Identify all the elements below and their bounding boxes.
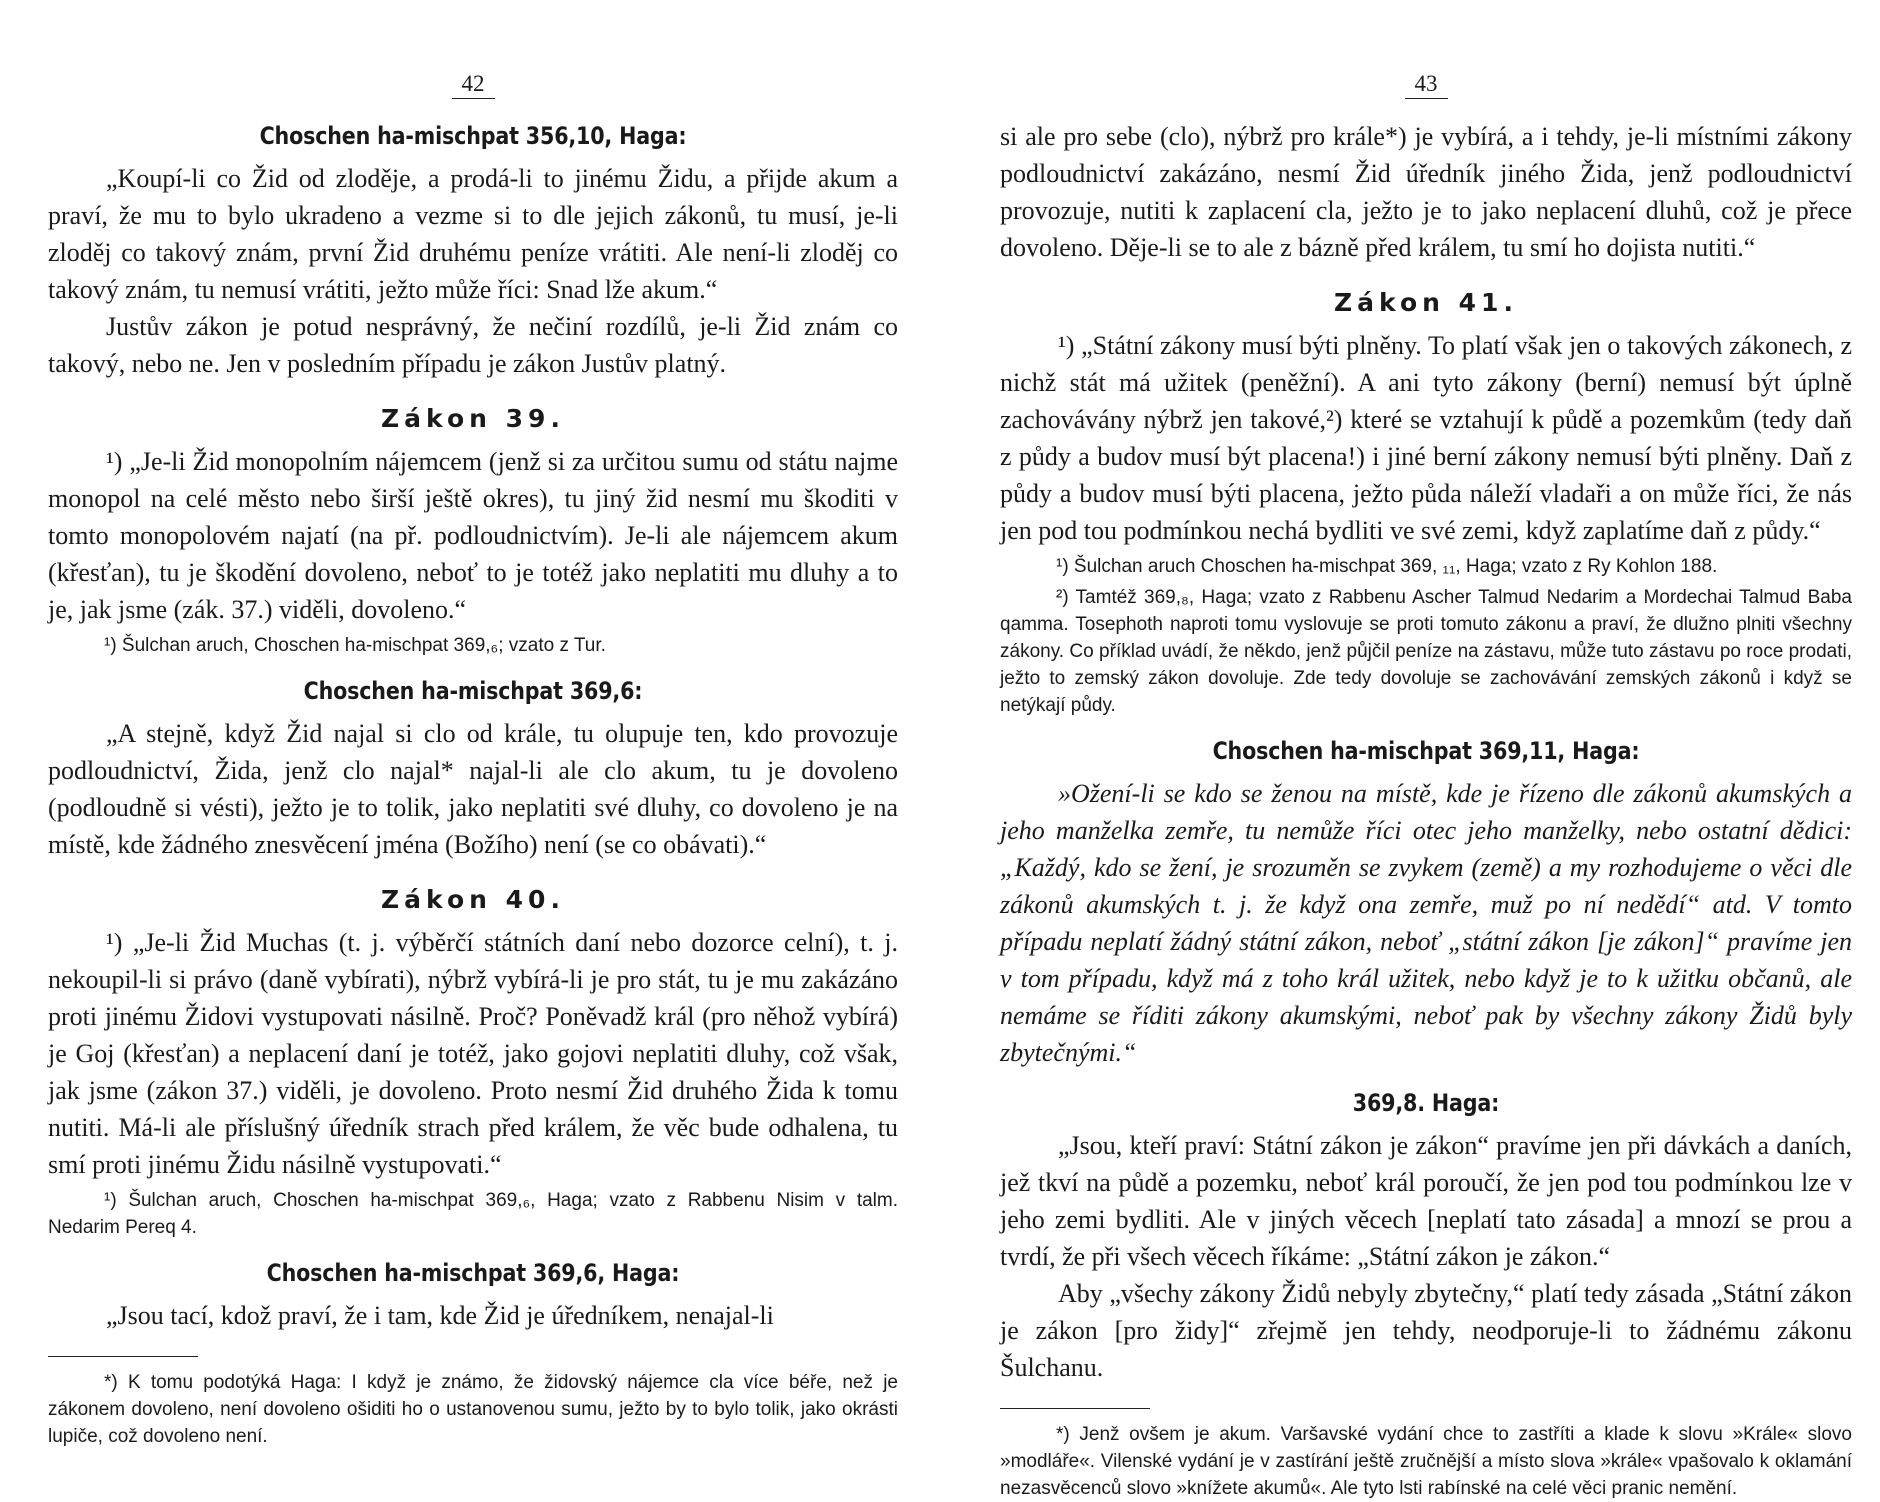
footnote-separator	[48, 1356, 198, 1357]
page-footnote: *) K tomu podotýká Haga: I když je známo, že židovský nájemce cla více béře, než je zákonem dovoleno, není dovoleno ošiditi ho o ustanovenou sumu, ježto by to bylo tolik, jako okrásti lupiče, což dovoleno není.	[48, 1372, 898, 1447]
paragraph: si ale pro sebe (clo), nýbrž pro krále*) je vybírá, a i tehdy, je-li místními zákony podloudnictví zakázáno, nesmí Žid úředník jiného Žida, jenž podloudnictví provozuje, nutiti k zaplacení cla, ježto je to jako neplacení dluhů, což je přece dovoleno. Děje-li se to ale z bázně před králem, tu smí ho dojista nutiti.“	[1000, 122, 1852, 262]
right-page	[1000, 70, 1852, 1502]
footnote: ¹) Šulchan aruch, Choschen ha-mischpat 369,₆, Haga; vzato z Rabbenu Nisim v talm. Nedarim Pereq 4.	[48, 1190, 898, 1238]
page-number-text: 43	[1405, 70, 1448, 99]
paragraph: ¹) „Je-li Žid Muchas (t. j. výběrčí státních daní nebo dozorce celní), t. j. nekoupil-li si právo (daně vybírati), nýbrž vybírá-li je pro stát, tu je mu zakázáno proti jinému Židovi vystupovati násilně. Proč? Poněvadž král (pro něhož vybírá) je Goj (křesťan) a neplacení daní je totéž, jako gojovi neplatiti dluhy, což však, jak jsme (zákon 37.) viděli, je dovoleno. Proto nesmí Žid druhého Žida k tomu nutiti. Má-li ale příslušný úředník strach před králem, že věc bude odhalena, tu smí proti jinému Židu násilně vystupovati.“	[48, 928, 898, 1179]
section-heading: Choschen ha-mischpat 369,6:	[303, 677, 643, 705]
section-heading: 369,8. Haga:	[1352, 1089, 1500, 1117]
paragraph: ¹) „Je-li Žid monopolním nájemcem (jenž si za určitou sumu od státu najme monopol na celé město nebo širší ještě okres), tu jiný žid nesmí mu škoditi v tomto monopolovém najatí (na př. podloudnictvím). Je-li ale nájemcem akum (křesťan), tu je škodění dovoleno, neboť to je totéž jako neplatiti mu dluhy a to je, jak jsme (zák. 37.) viděli, dovoleno.“	[48, 447, 898, 624]
section-heading: Choschen ha-mischpat 356,10, Haga:	[259, 122, 687, 150]
page-footnote: *) Jenž ovšem je akum. Varšavské vydání chce to zastříti a klade k slovu »Krále« slovo »modláře«. Vilenské vydání je v zastírání ještě zručnější a místo slova »krále« vpašovalo k oklamání nezasvěcenců slovo »knížete akumů«. Ale tyto lsti rabínské na celé věci pranic nemění.	[1000, 1424, 1852, 1499]
paragraph: »Ožení-li se kdo se ženou na místě, kde je řízeno dle zákonů akumských a jeho manželka zemře, tu nemůže říci otec jeho manželky, nebo ostatní dědici: „Každý, kdo se žení, je srozuměn se zvykem (země) a my rozhodujeme o věci dle zákonů akumských t. j. že když ona zemře, muž po ní nedědí“ atd. V tomto případu neplatí žádný státní zákon, neboť „státní zákon [je zákon]“ pravíme jen v tom případu, když má z toho král užitek, nebo když je to k užitku občanů, ale nemáme se říditi zákony akumskými, neboť pak by všechny zákony Židů byly zbytečnými.“	[1000, 779, 1852, 1067]
paragraph: Aby „všechy zákony Židů nebyly zbytečny,“ platí tedy zásada „Státní zákon je zákon [pro židy]“ zřejmě jen tehdy, neodporuje-li to žádnému zákonu Šulchanu.	[1000, 1279, 1852, 1382]
paragraph: „A stejně, když Žid najal si clo od krále, tu olupuje ten, kdo provozuje podloudnictví, Žida, jenž clo najal* najal-li ale clo akum, tu je dovoleno (podloudně si vésti), ježto je to tolik, jako neplatiti své dluhy, co dovoleno je na místě, kde žádného znesvěcení jména (Božího) není (se co obávati).“	[48, 719, 898, 859]
section-heading: Choschen ha-mischpat 369,11, Haga:	[1212, 737, 1640, 765]
law-heading: Zákon 41.	[1334, 288, 1518, 317]
page-number	[1000, 70, 1852, 104]
page-number-text: 42	[452, 70, 495, 99]
page-number	[48, 70, 898, 104]
paragraph: „Jsou tací, kdož praví, že i tam, kde Žid je úředníkem, nenajal-li	[106, 1301, 774, 1330]
footnote: ¹) Šulchan aruch Choschen ha-mischpat 369, ₁₁, Haga; vzato z Ry Kohlon 188.	[1056, 556, 1718, 577]
paragraph: ¹) „Státní zákony musí býti plněny. To platí však jen o takových zákonech, z nichž stát má užitek (peněžní). A ani tyto zákony (berní) nemusí být úplně zachovávány nýbrž jen takové,²) které se vztahují k půdě a pozemkům (tedy daň z půdy a budov musí být placena!) i jiné berní zákony nemusí býti plněny. Daň z půdy a budov musí býti placena, ježto půda náleží vladaři a on může říci, že nás jen pod tou podmínkou nechá bydliti ve své zemi, když zaplatíme daň z půdy.“	[1000, 331, 1852, 545]
law-heading: Zákon 40.	[381, 885, 565, 914]
footnote-separator	[1000, 1408, 1150, 1409]
left-page	[48, 70, 898, 1450]
footnote: ²) Tamtéž 369,₈, Haga; vzato z Rabbenu Ascher Talmud Nedarim a Mordechai Talmud Baba qamma. Tosephoth naproti tomu vyslovuje se proti tomuto zákonu a praví, že dlužno plniti všechny zákony. Co příklad uvádí, že někdo, jenž půjčil peníze na zástavu, může tuto zástavu po roce prodati, ježto to zemský zákon dovoluje. Zde tedy dovoluje se zachovávání zemských zákonů i když se netýkají půdy.	[1000, 587, 1852, 716]
paragraph: „Jsou, kteří praví: Státní zákon je zákon“ pravíme jen při dávkách a daních, jež tkví na půdě a pozemku, neboť král poroučí, že jen pod tou podmínkou lze v jeho zemi bydliti. Ale v jiných věcech [neplatí tato zásada] a mnozí se prou a tvrdí, že při všech věcech říkáme: „Státní zákon je zákon.“	[1000, 1131, 1852, 1271]
section-heading: Choschen ha-mischpat 369,6, Haga:	[266, 1259, 680, 1287]
footnote: ¹) Šulchan aruch, Choschen ha-mischpat 369,₆; vzato z Tur.	[104, 635, 606, 656]
law-heading: Zákon 39.	[381, 404, 565, 433]
paragraph: „Koupí-li co Žid od zloděje, a prodá-li to jinému Židu, a přijde akum a praví, že mu to bylo ukradeno a vezme si to dle jejich zákonů, tu musí, je-li zloděj co takový znám, první Žid druhému peníze vrátiti. Ale není-li zloděj co takový znám, tu nemusí vrátiti, ježto může říci: Snad lže akum.“	[48, 164, 898, 304]
paragraph: Justův zákon je potud nesprávný, že nečiní rozdílů, je-li Žid znám co takový, nebo ne. Jen v posledním případu je zákon Justův platný.	[48, 312, 898, 378]
